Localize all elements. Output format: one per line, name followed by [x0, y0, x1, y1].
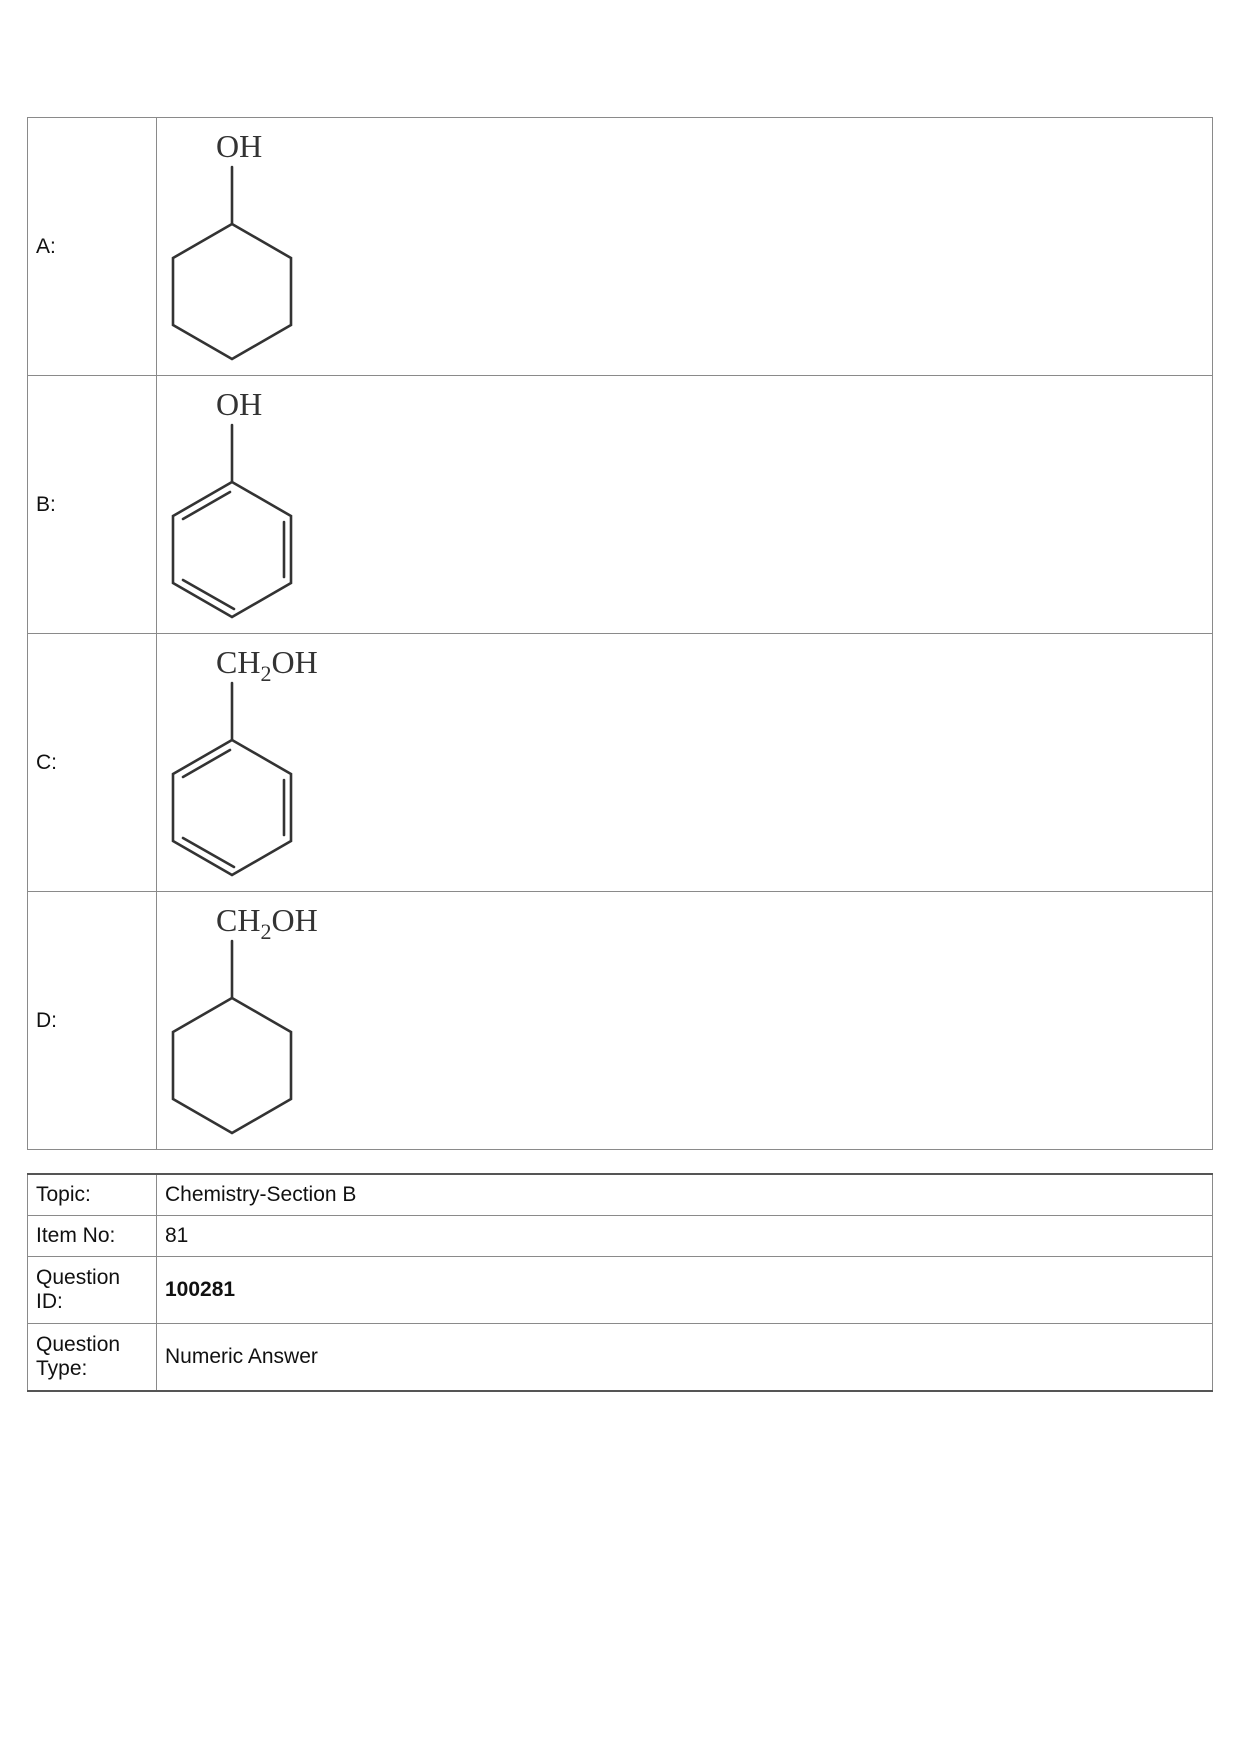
cyclohexane-ring	[173, 998, 291, 1133]
question-type-value: Numeric Answer	[157, 1324, 1213, 1392]
substituent-subscript: 2	[260, 661, 272, 686]
substituent-main: CH	[216, 644, 261, 680]
substituent-main: CH	[216, 902, 261, 938]
item-label: Item No:	[28, 1216, 157, 1257]
option-structure-cell	[157, 376, 1213, 634]
option-row-d	[28, 892, 1213, 1150]
question-id-label: Question ID:	[28, 1257, 157, 1324]
question-id-value: 100281	[157, 1257, 1213, 1324]
question-info-table	[27, 1173, 1213, 1392]
substituent-text	[216, 644, 318, 686]
cyclohexanol-structure	[157, 118, 397, 375]
question-type-row	[28, 1324, 1213, 1392]
benzene-ring	[173, 482, 291, 617]
option-structure-cell	[157, 892, 1213, 1150]
substituent-text: OH	[216, 128, 263, 164]
option-row-b	[28, 376, 1213, 634]
option-label: C:	[28, 634, 157, 892]
topic-value: Chemistry-Section B	[157, 1174, 1213, 1216]
benzene-ring	[173, 740, 291, 875]
cyclohexane-ring	[173, 224, 291, 359]
substituent-tail: OH	[271, 902, 318, 938]
cyclohexylmethanol-structure	[157, 892, 397, 1149]
option-structure-cell	[157, 118, 1213, 376]
question-type-label: Question Type:	[28, 1324, 157, 1392]
topic-label: Topic:	[28, 1174, 157, 1216]
benzyl-alcohol-structure	[157, 634, 397, 891]
substituent-text: OH	[216, 386, 263, 422]
options-table	[27, 117, 1213, 1150]
substituent-text	[216, 902, 318, 944]
phenol-structure	[157, 376, 397, 633]
option-row-c	[28, 634, 1213, 892]
question-id-row	[28, 1257, 1213, 1324]
topic-row	[28, 1174, 1213, 1216]
option-label: A:	[28, 118, 157, 376]
substituent-subscript: 2	[260, 919, 272, 944]
item-value: 81	[157, 1216, 1213, 1257]
substituent-tail: OH	[271, 644, 318, 680]
option-row-a	[28, 118, 1213, 376]
item-row	[28, 1216, 1213, 1257]
option-label: D:	[28, 892, 157, 1150]
option-structure-cell	[157, 634, 1213, 892]
option-label: B:	[28, 376, 157, 634]
